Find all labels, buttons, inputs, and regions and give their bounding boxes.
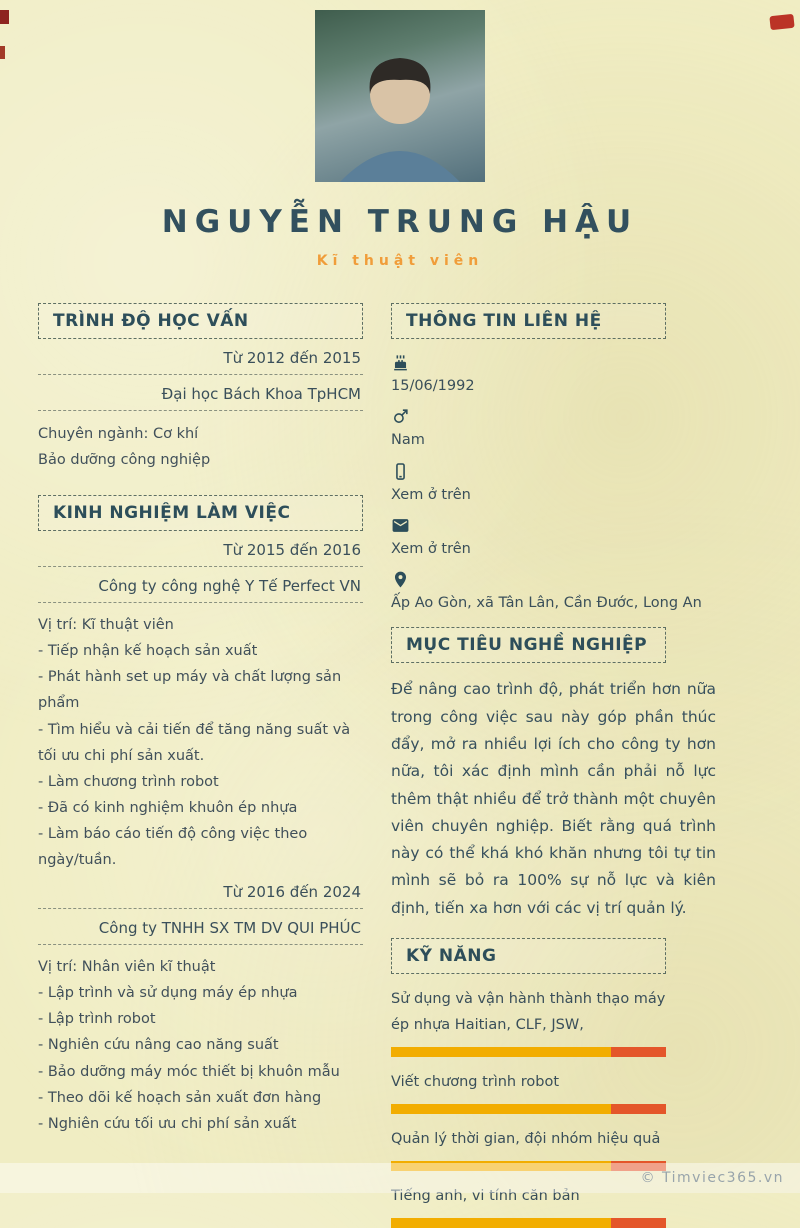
experience-job bbox=[38, 873, 363, 1137]
contact-item-gender bbox=[391, 407, 762, 450]
skill-label: Sử dụng và vận hành thành thạo máy ép nhựa Haitian, CLF, JSW, bbox=[391, 990, 666, 1033]
skill-progress-bar bbox=[391, 1218, 666, 1228]
gender-value: Nam bbox=[391, 432, 425, 449]
decor-mark-top-left bbox=[0, 10, 9, 24]
experience-job bbox=[38, 531, 363, 873]
left-column bbox=[38, 303, 363, 1228]
footer-bar bbox=[0, 1163, 800, 1193]
education-detail: Chuyên ngành: Cơ khí bbox=[38, 426, 199, 442]
email-value: Xem ở trên bbox=[391, 540, 471, 557]
phone-icon bbox=[391, 462, 762, 481]
birthday-value: 15/06/1992 bbox=[391, 378, 475, 394]
job-line: - Lập trình và sử dụng máy ép nhựa bbox=[38, 985, 298, 1002]
contact-item-address bbox=[391, 570, 762, 613]
job-line: - Theo dõi kế hoạch sản xuất đơn hàng bbox=[38, 1089, 322, 1106]
job-line: - Tìm hiểu và cải tiến để tăng năng suất và tối ưu chi phí sản xuất. bbox=[38, 721, 351, 764]
job-line: - Tiếp nhận kế hoạch sản xuất bbox=[38, 643, 258, 660]
skill-label: Viết chương trình robot bbox=[391, 1074, 560, 1091]
cv-page bbox=[0, 10, 800, 1228]
contact-item-email bbox=[391, 516, 762, 559]
profile-photo bbox=[315, 10, 485, 182]
candidate-title: Kĩ thuật viên bbox=[316, 253, 484, 269]
job-period: Từ 2015 đến 2016 bbox=[38, 531, 363, 567]
job-line: Vị trí: Nhân viên kĩ thuật bbox=[38, 959, 216, 976]
copyright-text: © Timviec365.vn bbox=[640, 1170, 784, 1186]
person-silhouette-icon bbox=[315, 42, 485, 182]
job-period: Từ 2016 đến 2024 bbox=[38, 873, 363, 909]
education-detail: Bảo dưỡng công nghiệp bbox=[38, 452, 211, 469]
decor-mark-left-edge bbox=[0, 46, 5, 59]
right-column bbox=[391, 303, 762, 1228]
skill-progress-bar bbox=[391, 1047, 666, 1057]
job-line: - Bảo dưỡng máy móc thiết bị khuôn mẫu bbox=[38, 1063, 340, 1080]
education-school: Đại học Bách Khoa TpHCM bbox=[38, 375, 363, 411]
location-pin-icon bbox=[391, 570, 762, 589]
education-section-heading: TRÌNH ĐỘ HỌC VẤN bbox=[38, 303, 363, 339]
contact-item-birthday bbox=[391, 353, 762, 396]
job-line: - Nghiên cứu tối ưu chi phí sản xuất bbox=[38, 1115, 297, 1132]
education-details bbox=[38, 421, 363, 473]
skill-label: Tiếng anh, vi tính căn bản bbox=[391, 1188, 580, 1205]
skills-section-heading: KỸ NĂNG bbox=[391, 938, 666, 974]
objective-section-heading: MỤC TIÊU NGHỀ NGHIỆP bbox=[391, 627, 666, 663]
skill-progress-fill bbox=[391, 1218, 611, 1228]
content-columns bbox=[0, 303, 800, 1228]
job-line: - Lập trình robot bbox=[38, 1011, 156, 1028]
address-value: Ấp Ao Gòn, xã Tân Lân, Cần Đước, Long An bbox=[391, 595, 702, 612]
experience-section-heading: KINH NGHIỆM LÀM VIỆC bbox=[38, 495, 363, 531]
job-line: - Đã có kinh nghiệm khuôn ép nhựa bbox=[38, 799, 298, 816]
contact-list bbox=[391, 353, 762, 613]
skill-item bbox=[391, 1069, 762, 1114]
contact-section-heading: THÔNG TIN LIÊN HỆ bbox=[391, 303, 666, 339]
skill-progress-fill bbox=[391, 1047, 611, 1057]
candidate-name: NGUYỄN TRUNG HẬU bbox=[161, 204, 639, 240]
job-description bbox=[38, 612, 363, 873]
skill-progress-bar bbox=[391, 1104, 666, 1114]
objective-text: Để nâng cao trình độ, phát triển hơn nữa trong công việc sau này góp phần thúc đẩy, mở ra nhiều lợi ích cho công ty hơn nữa, tôi xác định mình cần phải nỗ lực thêm thật nhiều để trở thành một chuyên viên chuyên nghiệp. Biết rằng quá trình này có thể khá khó khăn nhưng tôi tự tin mình sẽ bỏ ra 100% sự nỗ lực và kiên định, tiến xa hơn với các vị trí quản lý. bbox=[391, 680, 716, 917]
skill-progress-fill bbox=[391, 1104, 611, 1114]
job-line: - Phát hành set up máy và chất lượng sản phẩm bbox=[38, 669, 342, 712]
job-line: - Làm báo cáo tiến độ công việc theo ngày/tuần. bbox=[38, 825, 308, 869]
email-icon bbox=[391, 516, 762, 535]
job-company: Công ty TNHH SX TM DV QUI PHÚC bbox=[38, 909, 363, 945]
skill-item bbox=[391, 986, 762, 1057]
gender-icon bbox=[391, 407, 762, 426]
phone-value: Xem ở trên bbox=[391, 486, 471, 503]
job-line: - Nghiên cứu nâng cao năng suất bbox=[38, 1037, 279, 1054]
job-description bbox=[38, 954, 363, 1137]
education-period: Từ 2012 đến 2015 bbox=[38, 339, 363, 375]
birthday-cake-icon bbox=[391, 353, 762, 372]
job-company: Công ty công nghệ Y Tế Perfect VN bbox=[38, 567, 363, 603]
skill-label: Quản lý thời gian, đội nhóm hiệu quả bbox=[391, 1131, 661, 1148]
decor-mark-top-right bbox=[769, 14, 794, 30]
job-line: - Làm chương trình robot bbox=[38, 773, 219, 790]
job-line: Vị trí: Kĩ thuật viên bbox=[38, 617, 174, 634]
contact-item-phone bbox=[391, 462, 762, 505]
